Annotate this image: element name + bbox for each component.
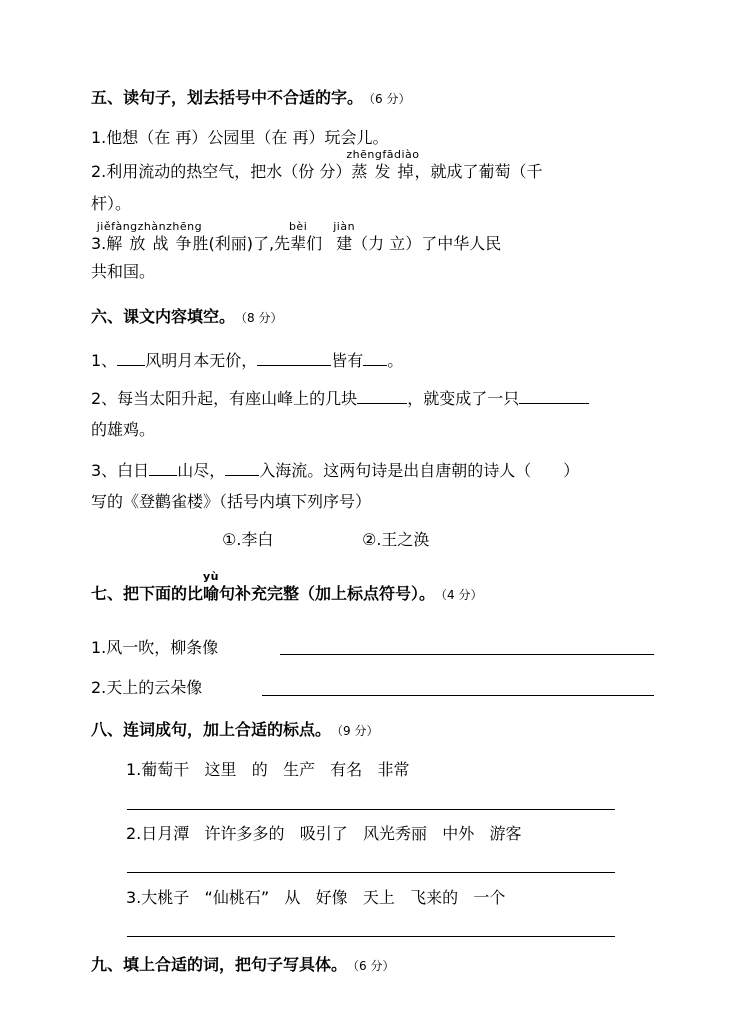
section-9-heading <box>91 955 394 976</box>
section-5-heading <box>91 88 410 109</box>
s6-item-2-text: 2、每当太阳升起，有座山峰上的几块 <box>91 389 358 408</box>
section-8-heading <box>91 720 378 741</box>
s8-answer-line-1[interactable] <box>127 809 615 810</box>
s6-item-2-text2: ，就变成了一只 <box>407 389 520 408</box>
s5-sentence-2-start: 2.利用流动的热空气，把水（份 分） <box>91 162 352 181</box>
s6-item-3-text: 3、白日 <box>91 461 150 480</box>
option-wang-zhihuan: ②.王之涣 <box>362 530 430 549</box>
s5-sentence-3-num: 3. <box>91 234 107 253</box>
section-5-title: 五、读句子，划去括号中不合适的字。 <box>91 88 364 107</box>
section-6-title: 六、课文内容填空。 <box>91 307 236 326</box>
s5-sentence-3-men: 们 <box>306 234 323 253</box>
s7-item-1: 1.风一吹，柳条像 <box>91 638 219 657</box>
section-9-title: 九、填上合适的词，把句子写具体。 <box>91 955 348 974</box>
s7-answer-line-1[interactable] <box>280 654 654 655</box>
blank-5[interactable] <box>519 386 589 404</box>
s6-item-1-text2: 皆有 <box>331 351 364 370</box>
s6-item-2 <box>91 386 589 409</box>
s6-item-3 <box>91 458 579 481</box>
s6-item-3-close: ） <box>563 461 580 480</box>
section-6-heading <box>91 307 282 328</box>
s6-item-3-text3: 入海流。这两句诗是出自唐朝的诗人（ <box>259 461 532 480</box>
s8-item-1: 1.葡萄干 这里 的 生产 有名 非常 <box>126 760 410 779</box>
s6-item-1-num: 1、 <box>91 351 118 370</box>
pinyin-jian <box>333 220 356 254</box>
section-5-points: （6 分） <box>369 92 411 106</box>
pinyin-annotation: bèi <box>288 220 308 233</box>
s5-sentence-1: 1.他想（在 再）公园里（在 再）玩会儿。 <box>91 128 389 147</box>
hanzi-zhengfadiao: 蒸 发 掉 <box>351 162 415 181</box>
pinyin-annotation: jiěfàngzhànzhēng <box>96 220 203 233</box>
blank-7[interactable] <box>225 458 259 476</box>
s5-sentence-3-end: （力 立）了中华人民 <box>352 234 502 253</box>
s5-sentence-3-mid: 胜(利丽)了,先 <box>192 234 291 253</box>
section-7-heading <box>91 570 483 605</box>
section-7-title-end: 句补充完整（加上标点符号）。 <box>219 584 436 603</box>
pinyin-annotation: zhēngfādiào <box>346 148 420 161</box>
pinyin-yu <box>203 570 220 604</box>
s8-answer-line-3[interactable] <box>127 936 615 937</box>
s5-sentence-3-cont: 共和国。 <box>91 262 156 281</box>
s6-item-1-text: 风明月本无价， <box>145 351 258 370</box>
hanzi-bei: 辈 <box>290 234 307 253</box>
pinyin-annotation: yù <box>203 570 220 583</box>
s5-sentence-3 <box>91 220 502 254</box>
pinyin-bei <box>288 220 308 254</box>
s7-item-2: 2.天上的云朵像 <box>91 678 203 697</box>
hanzi-jian: 建 <box>336 234 353 253</box>
s8-item-3: 3.大桃子 “仙桃石” 从 好像 天上 飞来的 一个 <box>126 888 506 907</box>
s6-item-3-text2: 山尽， <box>177 461 226 480</box>
s6-item-2-cont: 的雄鸡。 <box>91 420 156 439</box>
blank-1[interactable] <box>117 348 145 366</box>
pinyin-zhengfadiao <box>346 148 420 182</box>
s8-item-2: 2.日月潭 许许多多的 吸引了 风光秀丽 中外 游客 <box>126 824 522 843</box>
hanzi-yu: 喻 <box>203 584 220 603</box>
pinyin-jiefangzhanzheng <box>96 220 203 254</box>
section-7-title-start: 七、把下面的比 <box>91 584 204 603</box>
s6-item-1-end: 。 <box>387 351 404 370</box>
s6-item-1 <box>91 348 403 371</box>
section-8-points: （9 分） <box>337 724 379 738</box>
section-8-title: 八、连词成句，加上合适的标点。 <box>91 720 332 739</box>
blank-4[interactable] <box>357 386 407 404</box>
blank-6[interactable] <box>149 458 177 476</box>
section-9-points: （6 分） <box>353 959 395 973</box>
blank-2[interactable] <box>257 348 331 366</box>
s5-sentence-2-end: ，就成了葡萄（千 <box>414 162 543 181</box>
s5-sentence-2-cont: 杆）。 <box>91 194 132 213</box>
s8-answer-line-2[interactable] <box>127 872 615 873</box>
hanzi-jiefangzhanzheng: 解 放 战 争 <box>106 234 193 253</box>
s5-sentence-2 <box>91 148 543 182</box>
s7-answer-line-2[interactable] <box>262 695 654 696</box>
s6-item-3-cont: 写的《登鹳雀楼》（括号内填下列序号） <box>91 492 372 511</box>
pinyin-annotation: jiàn <box>333 220 356 233</box>
section-6-points: （8 分） <box>241 311 283 325</box>
blank-3[interactable] <box>363 348 387 366</box>
option-li-bai: ①.李白 <box>222 530 274 549</box>
section-7-points: （4 分） <box>441 588 483 602</box>
